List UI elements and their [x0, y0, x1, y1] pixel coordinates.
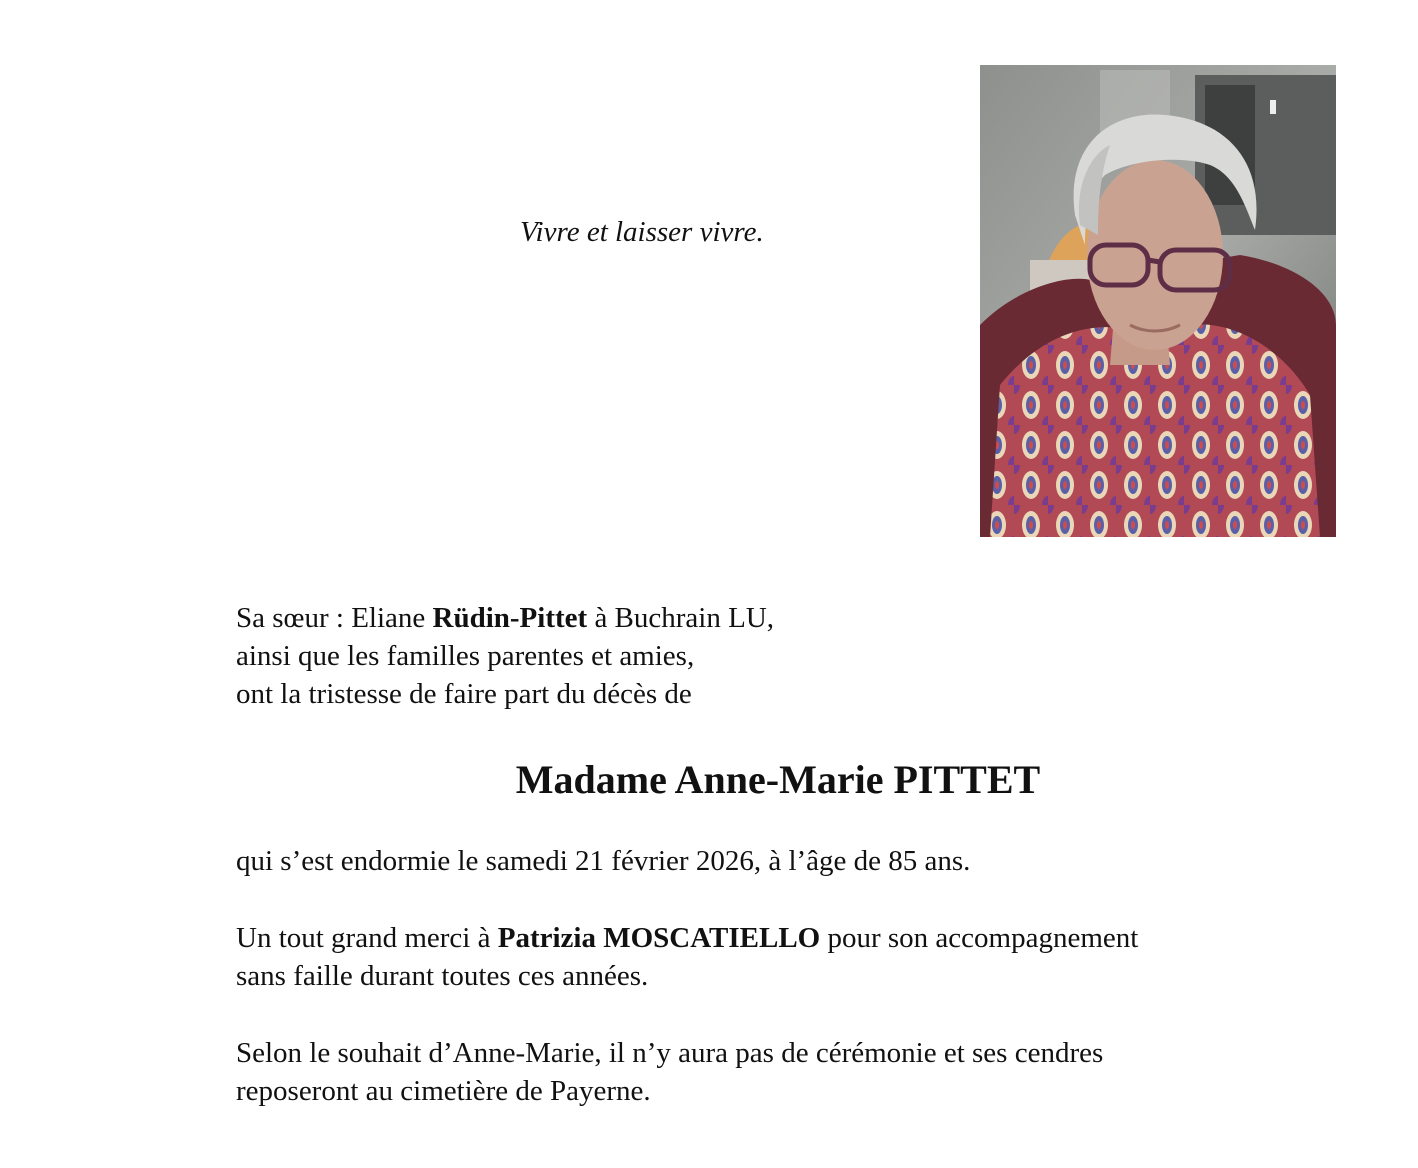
family-line-1-prefix: Sa sœur : Eliane [236, 602, 433, 634]
thanks-person: Patrizia MOSCATIELLO [497, 922, 821, 954]
family-line-1 [236, 599, 774, 637]
deceased-name: Madame Anne-Marie PITTET [515, 757, 1041, 802]
death-notice-text: qui s’est endormie le samedi 21 février 2026, à l’âge de 85 ans. [236, 845, 971, 877]
portrait-photo-icon [980, 65, 1336, 537]
portrait-photo [980, 65, 1336, 537]
wishes-line-2: reposeront au cimetière de Payerne. [236, 1075, 651, 1107]
family-announcement [236, 599, 774, 713]
family-line-1-suffix: à Buchrain LU, [587, 602, 775, 634]
family-line-2: ainsi que les familles parentes et amies, [236, 640, 695, 672]
wishes-paragraph [236, 1034, 1103, 1110]
thanks-prefix: Un tout grand merci à [236, 922, 498, 954]
thanks-line-1 [236, 919, 1138, 957]
thanks-paragraph [236, 919, 1138, 995]
wishes-line-1: Selon le souhait d’Anne-Marie, il n’y aura pas de cérémonie et ses cendres [236, 1037, 1104, 1069]
sister-name: Rüdin-Pittet [432, 602, 588, 634]
motto: Vivre et laisser vivre. [520, 216, 764, 248]
thanks-suffix: pour son accompagnement [820, 922, 1139, 954]
death-notice [236, 842, 970, 880]
family-line-3: ont la tristesse de faire part du décès de [236, 678, 692, 710]
thanks-line-2: sans faille durant toutes ces années. [236, 960, 649, 992]
